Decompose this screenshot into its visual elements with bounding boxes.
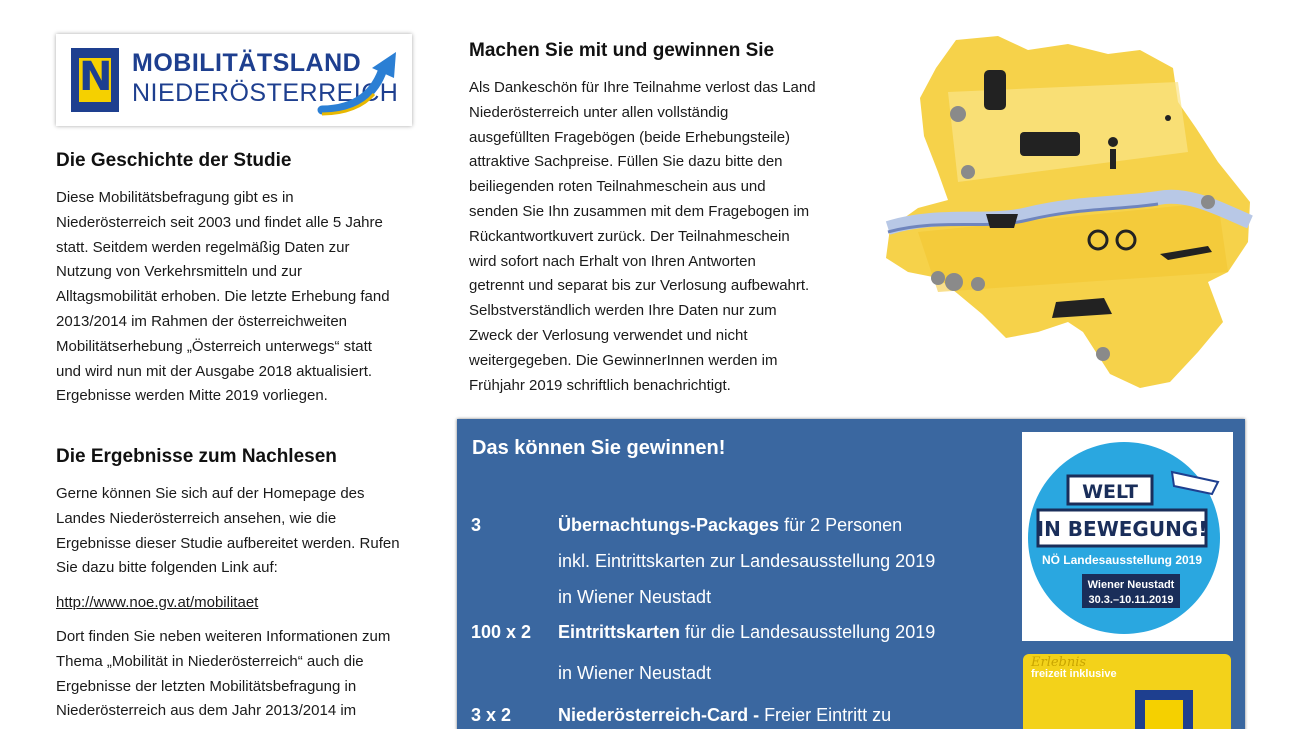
more-info-paragraph: Dort finden Sie neben weiteren Informationen zum Thema „Mobilität in Niederösterreich“ auch die Ergebnisse der letzten Mobilitätsbefragung in Niederösterreich aus dem Jahr 2013/2014 im [56,628,391,720]
exhibition-badge [1022,432,1233,641]
logo-line2: NIEDERÖSTERREICH [132,79,399,107]
logo-n-mark: N [71,48,119,112]
prizes-title: Das können Sie gewinnen! [472,437,726,459]
niederoesterreich-card-image [1023,654,1231,729]
prize1-line2: inkl. Eintrittskarten zur Landesausstellung 2019 [558,551,936,571]
badge-sub: NÖ Landesausstellung 2019 [1041,553,1203,567]
prize3-quantity: 3 x 2 [471,705,512,725]
ship-icon [986,214,1018,228]
results-heading: Die Ergebnisse zum Nachlesen [56,446,337,467]
results-link[interactable]: http://www.noe.gv.at/mobilitaet [56,594,259,611]
win-paragraph: Als Dankeschön für Ihre Teilnahme verlost das Land Niederösterreich unter allen vollständig ausgefüllten Fragebögen (beide Erhebungsteile) attraktive Sachpreise. Füllen Sie dazu bitte den beiliegenden roten Teilnahmeschein aus und senden Sie Ihn zusammen mit dem Fragebogen im Rückantwortkuvert zurück. Der Teilnahmeschein wird sofort nach Erhalt von Ihren Antworten getrennt und separat bis zur Verlosung aufbewahrt. Selbstverständlich werden Ihre Daten nur zum Zweck der Verlosung verwendet und nicht weitergegeben. Die GewinnerInnen werden im Frühjahr 2019 schriftlich benachrichtigt. [469,79,816,394]
bus-icon [1020,132,1080,156]
card-n-logo [1135,690,1193,729]
history-paragraph: Diese Mobilitätsbefragung gibt es in Niederösterreich seit 2003 und findet alle 5 Jahre statt. Seitdem werden regelmäßig Daten zur Nutzung von Verkehrsmitteln und zur Alltagsmobilität erhoben. Die letzte Erhebung fand 2013/2014 im Rahmen der österreichweiten Mobilitätserhebung „Österreich unterwegs“ statt und wird nun mit der Ausgabe 2018 aktualisiert. Ergebnisse werden Mitte 2019 vorliegen. [56,189,390,405]
results-paragraph: Gerne können Sie sich auf der Homepage des Landes Niederösterreich ansehen, wie die Ergebnisse dieser Studie aufbereitet werden. Rufen Sie dazu bitte folgenden Link auf: [56,485,400,577]
wifi-icon [1165,115,1171,121]
tram-icon [984,70,1006,110]
badge-place: Wiener Neustadt [1087,579,1175,591]
prize1-line3: in Wiener Neustadt [558,587,712,607]
badge-dates: 30.3.–10.11.2019 [1088,594,1174,606]
logo-mobilitaetsland [56,34,412,126]
card-script: Erlebnis [1031,655,1087,670]
badge-welt: WELT [1082,481,1138,503]
arrow-up-icon [316,48,406,118]
logo-line1: MOBILITÄTSLAND [132,49,362,77]
pedestrian-icon [1108,137,1118,147]
history-heading: Die Geschichte der Studie [56,150,292,171]
prize2-line1: Eintrittskarten für die Landesausstellung 2019 [558,622,936,642]
win-heading: Machen Sie mit und gewinnen Sie [469,40,775,61]
card-brand: freizeit inklusive [1031,668,1117,680]
lower-austria-map-illustration [878,32,1268,392]
prize1-quantity: 3 [471,515,482,535]
prize1-line1: Übernachtungs-Packages für 2 Personen [558,515,903,535]
prize3-line1: Niederösterreich-Card - Freier Eintritt zu [558,705,892,725]
prize2-quantity: 100 x 2 [471,622,532,642]
tree-icon [950,106,966,122]
badge-bewegung: IN BEWEGUNG! [1036,517,1208,541]
prize2-line2: in Wiener Neustadt [558,663,712,683]
